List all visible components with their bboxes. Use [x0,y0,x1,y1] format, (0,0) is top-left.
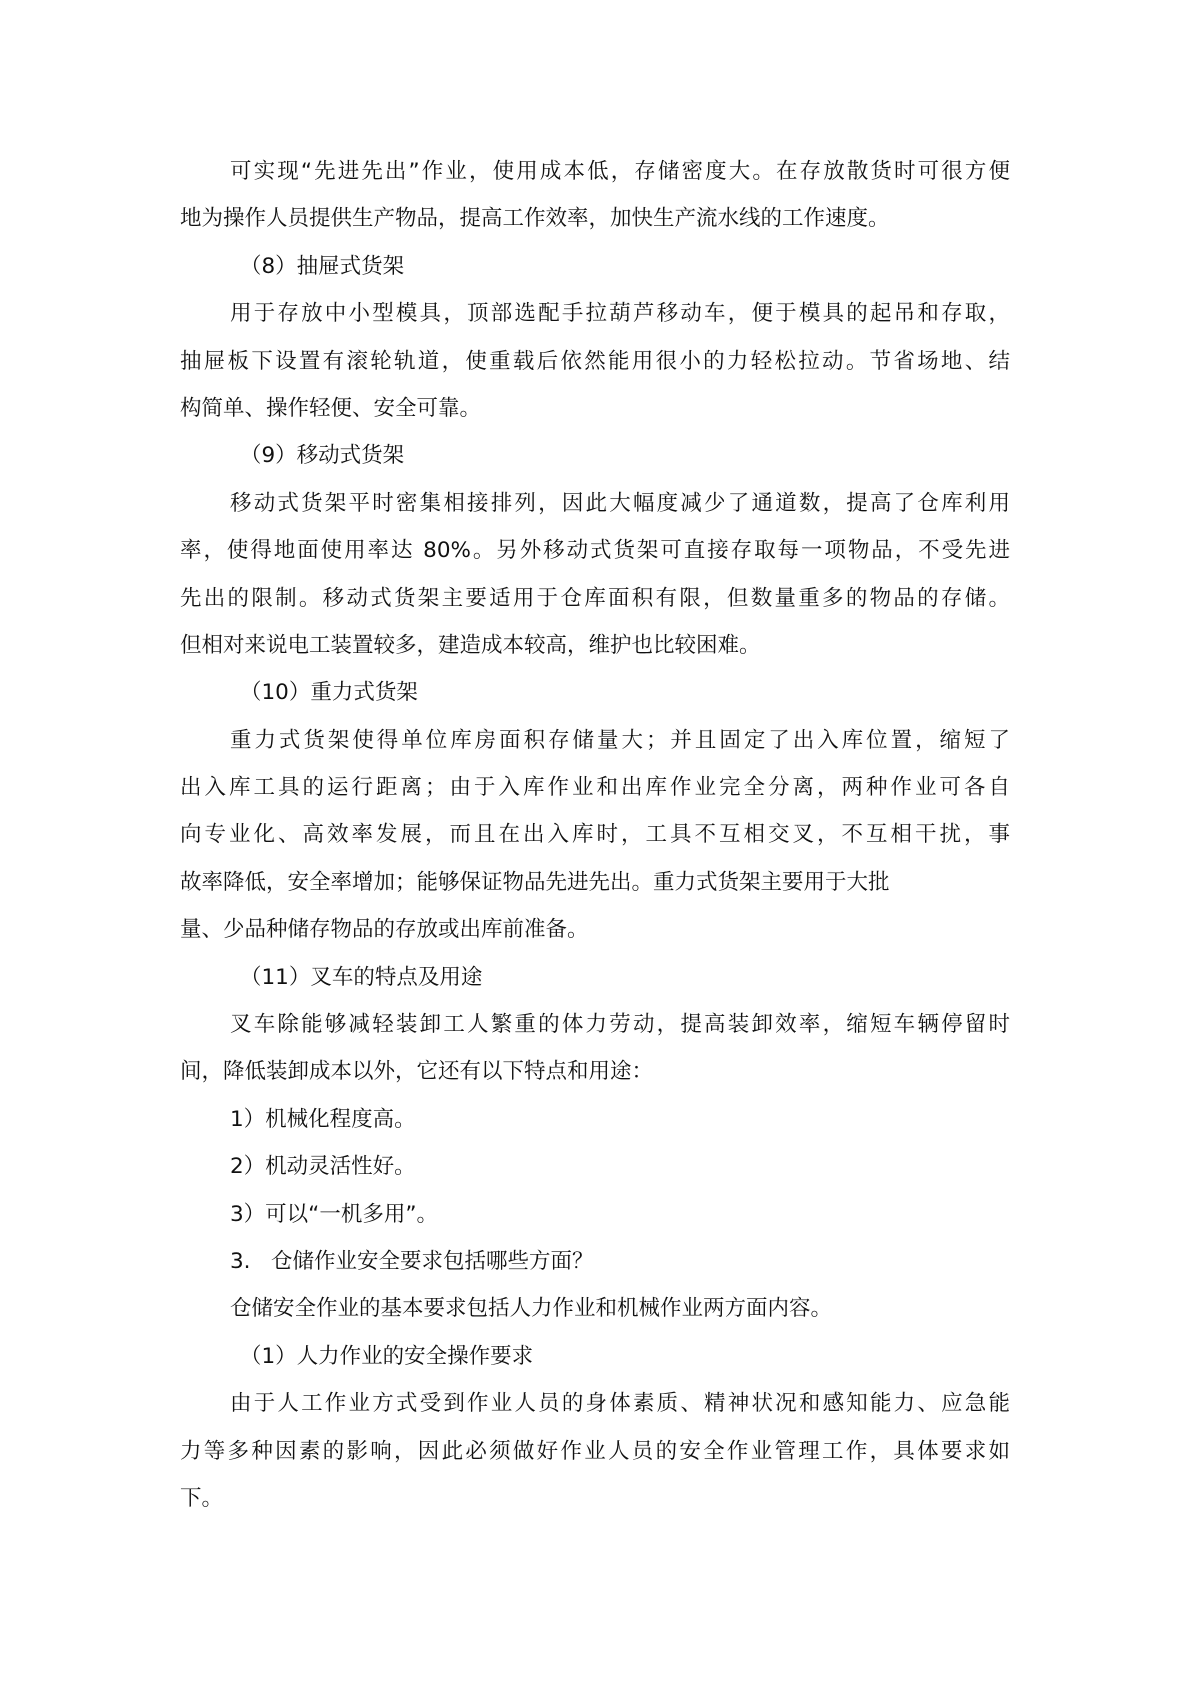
paragraph-line: 故率降低，安全率增加；能够保证物品先进先出。重力式货架主要用于大批 [180,869,890,895]
list-item: 1）机械化程度高。 [230,1106,416,1132]
section-heading: （10）重力式货架 [240,680,418,706]
paragraph-line: 率，使得地面使用率达 80%。另外移动式货架可直接存取每一项物品，不受先进 [180,538,1010,564]
section-heading: （1）人力作业的安全操作要求 [240,1343,534,1369]
paragraph-line: 先出的限制。移动式货架主要适用于仓库面积有限，但数量重多的物品的存储。 [180,585,1010,611]
paragraph-line: 量、少品种储存物品的存放或出库前准备。 [180,917,589,943]
paragraph-line: 抽屉板下设置有滚轮轨道，使重载后依然能用很小的力轻松拉动。节省场地、结 [180,348,1010,374]
section-heading: （9）移动式货架 [240,443,405,469]
list-item: 3）可以“一机多用”。 [230,1201,438,1227]
paragraph-line: 力等多种因素的影响，因此必须做好作业人员的安全作业管理工作，具体要求如 [180,1438,1010,1464]
document-body [180,148,1010,1522]
paragraph-line: 重力式货架使得单位库房面积存储量大；并且固定了出入库位置，缩短了 [230,727,1010,753]
paragraph-line: 移动式货架平时密集相接排列，因此大幅度减少了通道数，提高了仓库利用 [230,490,1010,516]
paragraph-line: 向专业化、高效率发展，而且在出入库时，工具不互相交叉，不互相干扰，事 [180,822,1010,848]
paragraph-line: 可实现“先进先出”作业，使用成本低，存储密度大。在存放散货时可很方便 [230,159,1010,184]
paragraph-line: 间，降低装卸成本以外，它还有以下特点和用途： [180,1059,654,1085]
paragraph-line: 下。 [180,1485,224,1511]
paragraph-line: 但相对来说电工装置较多，建造成本较高，维护也比较困难。 [180,632,761,658]
paragraph-line: 仓储安全作业的基本要求包括人力作业和机械作业两方面内容。 [230,1296,833,1322]
paragraph-line: 出入库工具的运行距离；由于入库作业和出库作业完全分离，两种作业可各自 [180,775,1010,801]
paragraph-line: 用于存放中小型模具，顶部选配手拉葫芦移动车，便于模具的起吊和存取， [230,301,1010,327]
paragraph-line: 叉车除能够减轻装卸工人繁重的体力劳动，提高装卸效率，缩短车辆停留时 [230,1012,1010,1038]
question-heading: 3. 仓储作业安全要求包括哪些方面？ [230,1248,594,1274]
paragraph-line: 由于人工作业方式受到作业人员的身体素质、精神状况和感知能力、应急能 [230,1391,1010,1417]
paragraph-line: 地为操作人员提供生产物品，提高工作效率，加快生产流水线的工作速度。 [180,206,890,232]
list-item: 2）机动灵活性好。 [230,1154,416,1180]
section-heading: （8）抽屉式货架 [240,253,405,279]
section-heading: （11）叉车的特点及用途 [240,964,483,990]
paragraph-line: 构简单、操作轻便、安全可靠。 [180,395,482,421]
